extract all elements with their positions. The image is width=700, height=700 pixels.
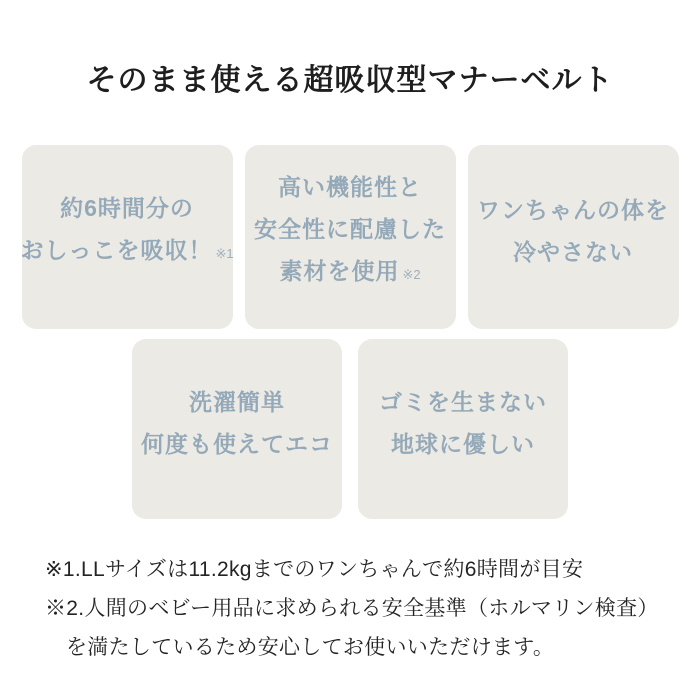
feature-card-washable [132, 339, 342, 519]
feature-card-text [141, 381, 333, 465]
note-ref-2: ※2 [402, 267, 421, 282]
note-ref-1: ※1 [215, 246, 234, 261]
feature-line [254, 250, 446, 296]
feature-card-text [254, 166, 446, 296]
feature-card-safe-materials [245, 145, 456, 329]
feature-card-text [379, 381, 547, 465]
feature-line: 洗濯簡単 [189, 389, 285, 415]
footnote-1: ※1.LLサイズは11.2kgまでのワンちゃんで約6時間が目安 [45, 558, 584, 581]
feature-line: 約6時間分の [60, 195, 194, 221]
feature-line: 冷やさない [513, 239, 633, 265]
footnotes [45, 550, 700, 667]
feature-card-absorption [22, 145, 233, 329]
feature-card-text [20, 187, 233, 275]
feature-line: ワンちゃんの体を [477, 197, 669, 223]
footnote-2-continued: を満たしているため安心してお使いいただけます。 [66, 636, 555, 659]
feature-line: 地球に優しい [391, 431, 535, 457]
features-row-1 [0, 145, 700, 329]
feature-card-eco-friendly [358, 339, 568, 519]
feature-card-no-chill [468, 145, 679, 329]
feature-line: 安全性に配慮した [254, 216, 446, 242]
feature-line [20, 229, 233, 275]
feature-card-text [477, 189, 669, 273]
feature-line: 何度も使えてエコ [141, 431, 333, 457]
feature-line: 高い機能性と [278, 174, 422, 200]
footnote-2: ※2.人間のベビー用品に求められる安全基準（ホルマリン検査） [45, 597, 659, 620]
feature-line: ゴミを生まない [379, 389, 547, 415]
page-title: そのまま使える超吸収型マナーベルト [86, 64, 614, 97]
feature-line-text: おしっこを吸収！ [20, 237, 213, 263]
features-row-2 [0, 339, 700, 519]
feature-line-text: 素材を使用 [279, 258, 400, 284]
